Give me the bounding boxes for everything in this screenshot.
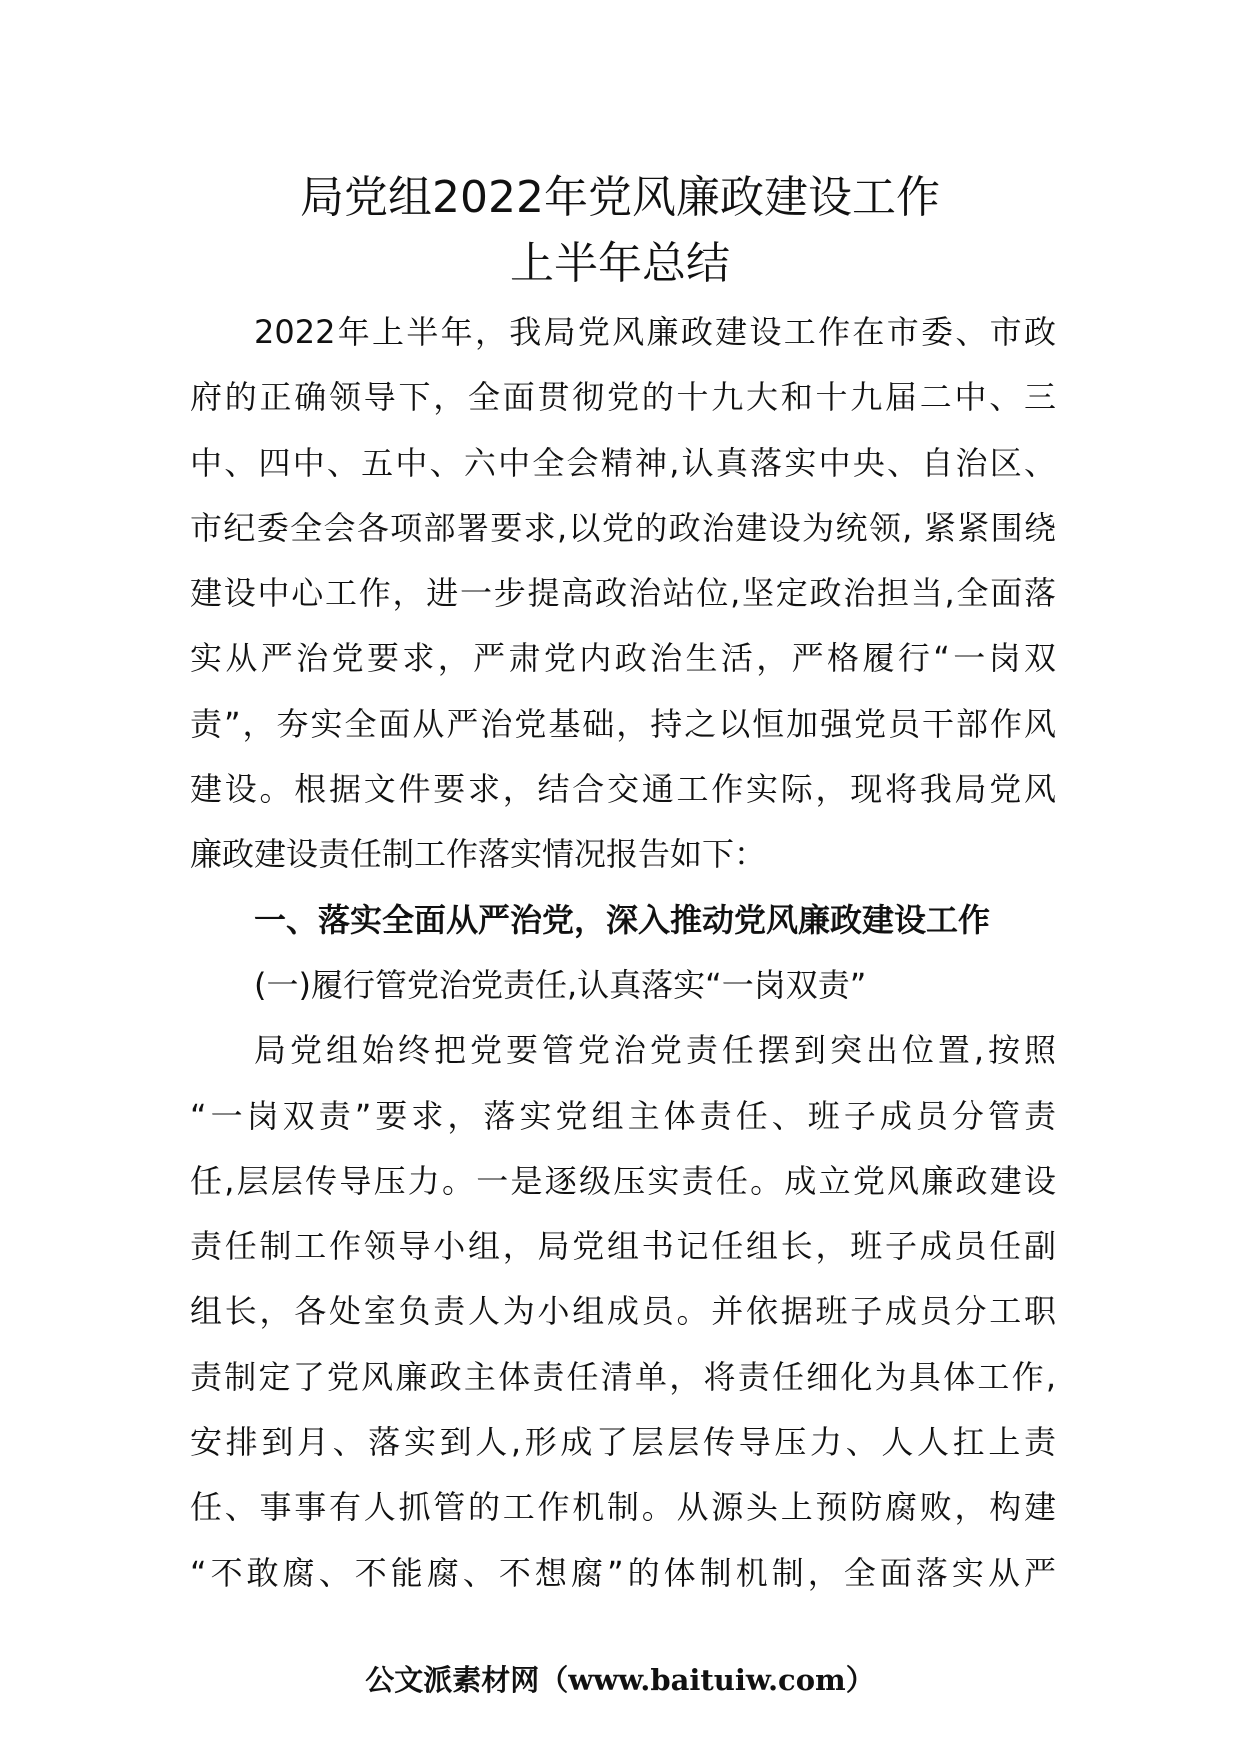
subsection-heading: (一)履行管党治党责任,认真落实“一岗双责” [254,965,867,1004]
watermark-footer: 公文派素材网（www.baituiw.com） [365,1663,875,1697]
body-line: “一岗双责”要求，落实党组主体责任、班子成员分管责 [190,1096,1056,1135]
body-line: 实从严治党要求，严肃党内政治生活，严格履行“一岗双 [190,639,1056,678]
body-line: 2022年上半年，我局党风廉政建设工作在市委、市政 [254,313,1056,351]
document-title-line-1: 局党组2022年党风廉政建设工作 [300,172,940,223]
body-line: 局党组始终把党要管党治党责任摆到突出位置,按照 [254,1031,1056,1070]
body-line: 责”，夯实全面从严治党基础，持之以恒加强党员干部作风 [190,704,1056,743]
body-line: 组长，各处室负责人为小组成员。并依据班子成员分工职 [190,1292,1056,1331]
body-line: 建设。根据文件要求，结合交通工作实际，现将我局党风 [190,770,1056,809]
body-line: 责制定了党风廉政主体责任清单，将责任细化为具体工作, [190,1357,1056,1396]
body-line: 建设中心工作，进一步提高政治站位,坚定政治担当,全面落 [190,574,1056,613]
body-line: 市纪委全会各项部署要求,以党的政治建设为统领, 紧紧围绕 [190,508,1056,547]
body-line: 安排到月、落实到人,形成了层层传导压力、人人扛上责 [190,1423,1056,1462]
body-line: 廉政建设责任制工作落实情况报告如下： [190,835,767,874]
document-body [190,300,1056,1606]
body-line: “不敢腐、不能腐、不想腐”的体制机制，全面落实从严 [190,1553,1056,1592]
body-line: 中、四中、五中、六中全会精神,认真落实中央、自治区、 [190,443,1056,482]
body-line: 任,层层传导压力。一是逐级压实责任。成立党风廉政建设 [190,1161,1056,1200]
section-heading: 一、落实全面从严治党，深入推动党风廉政建设工作 [254,900,991,939]
body-line: 府的正确领导下，全面贯彻党的十九大和十九届二中、三 [190,378,1056,417]
document-title-line-2: 上半年总结 [510,238,730,289]
body-line: 责任制工作领导小组，局党组书记任组长，班子成员任副 [190,1227,1056,1266]
body-line: 任、事事有人抓管的工作机制。从源头上预防腐败，构建 [190,1488,1056,1527]
